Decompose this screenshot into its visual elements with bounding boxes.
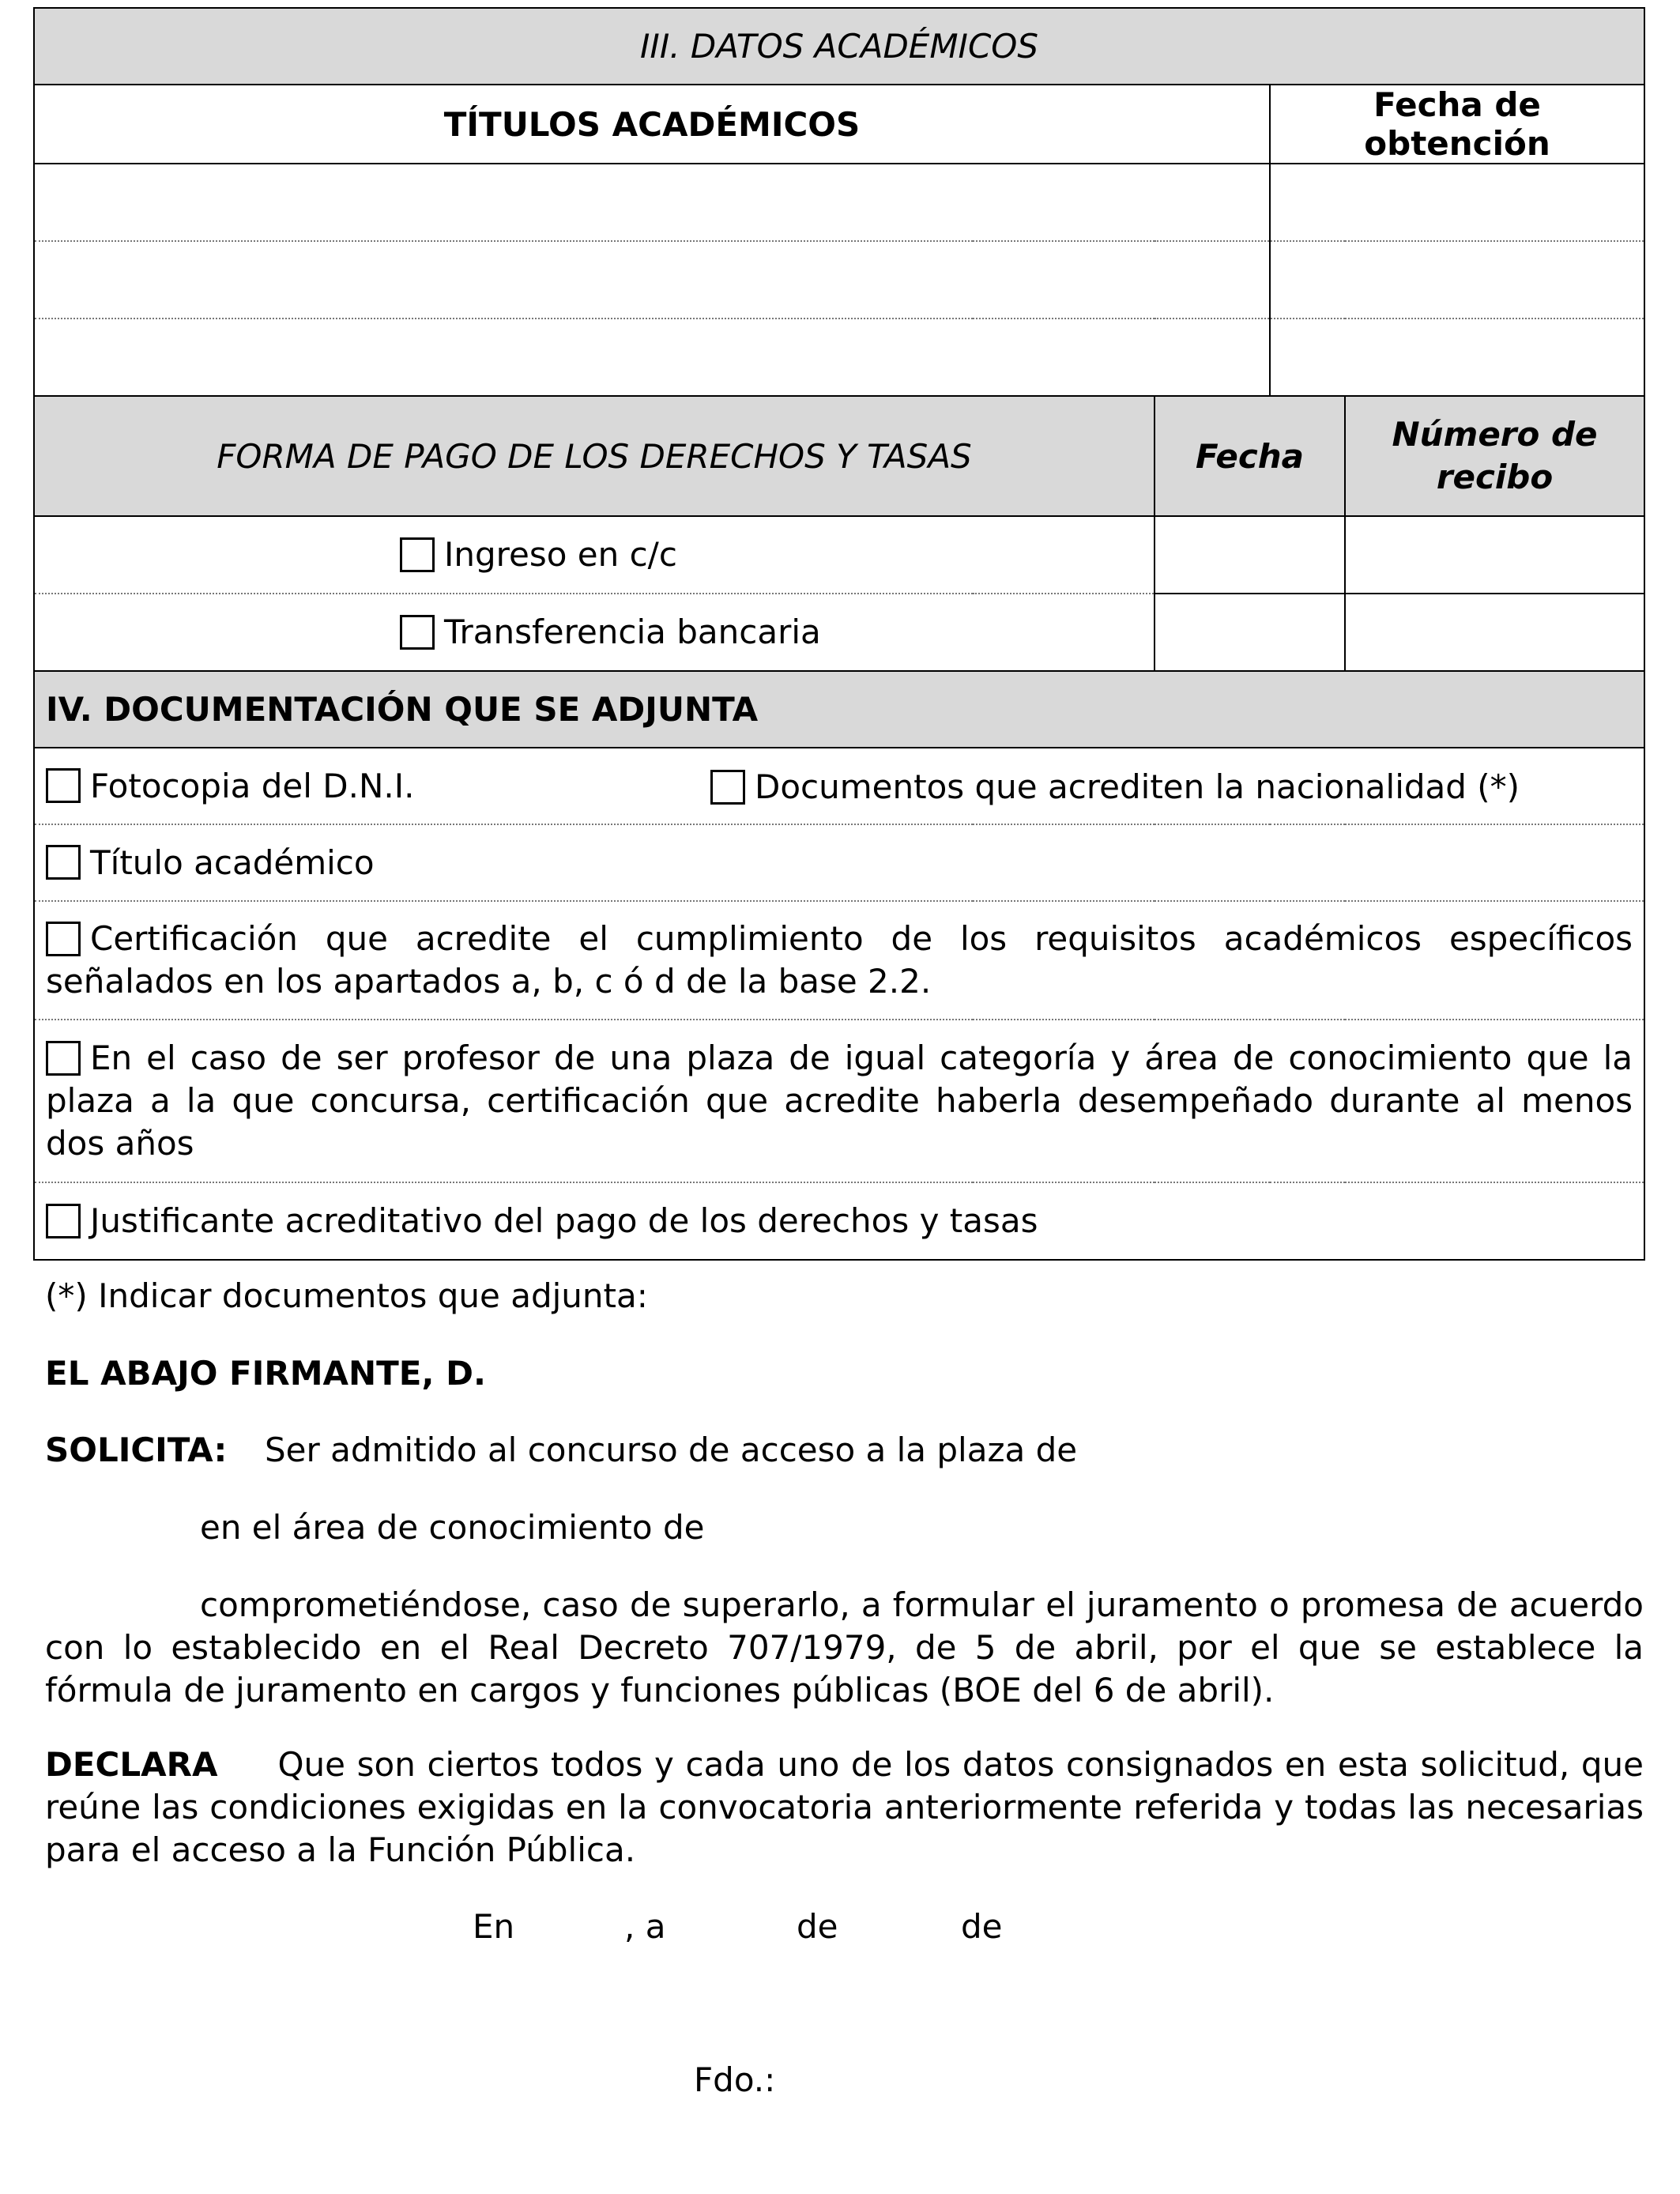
place-de-2: de xyxy=(961,1907,1003,1946)
date-entry-1[interactable] xyxy=(1270,164,1644,241)
column-header-date-obtained: Fecha de obtención xyxy=(1270,85,1644,164)
certification-checkbox[interactable] xyxy=(46,922,81,956)
nationality-label: Documentos que acrediten la nacionalidad (*) xyxy=(755,767,1520,806)
column-header-titles: TÍTULOS ACADÉMICOS xyxy=(34,85,1270,164)
nationality-checkbox[interactable] xyxy=(710,770,745,805)
declara-text: Que son ciertos todos y cada uno de los datos consignados en esta solicitud, que reúne las condiciones exigidas en la convocatoria anteriormente referida y todas las necesarias para el acceso a la Función Pública. xyxy=(45,1745,1644,1869)
transfer-checkbox[interactable] xyxy=(400,615,435,650)
signature-label: Fdo.: xyxy=(694,2060,776,2099)
dni-checkbox[interactable] xyxy=(46,768,81,803)
payment-heading: FORMA DE PAGO DE LOS DERECHOS Y TASAS xyxy=(34,396,1155,516)
declara-label: DECLARA xyxy=(45,1745,218,1784)
title-label: Título académico xyxy=(90,843,375,882)
transfer-label: Transferencia bancaria xyxy=(444,613,821,652)
place-date-line xyxy=(0,1906,1680,1953)
date-entry-3[interactable] xyxy=(1270,319,1644,396)
payment-date-deposit[interactable] xyxy=(1155,516,1345,594)
doc-row-teacher xyxy=(34,1020,1644,1182)
title-checkbox[interactable] xyxy=(46,845,81,880)
declara-paragraph xyxy=(45,1744,1644,1872)
title-entry-3[interactable] xyxy=(34,319,1270,396)
doc-row-dni-nationality xyxy=(34,748,1644,824)
place-de-1: de xyxy=(797,1907,838,1946)
teacher-label: En el caso de ser profesor de una plaza de igual categoría y área de conocimiento que la plaza a la que concursa, certificación que acredite haberla desempeñado durante al menos dos años xyxy=(46,1039,1633,1163)
application-form-table xyxy=(33,7,1645,1261)
section3-title: III. DATOS ACADÉMICOS xyxy=(34,8,1644,85)
commitment-paragraph xyxy=(45,1584,1644,1712)
place-en: En xyxy=(473,1907,515,1946)
date-entry-2[interactable] xyxy=(1270,241,1644,319)
payment-column-date: Fecha xyxy=(1155,396,1345,516)
area-text: en el área de conocimiento de xyxy=(200,1508,705,1547)
deposit-label: Ingreso en c/c xyxy=(444,535,677,575)
teacher-checkbox[interactable] xyxy=(46,1041,81,1076)
payment-receipt-transfer[interactable] xyxy=(1345,594,1644,671)
payment-date-transfer[interactable] xyxy=(1155,594,1345,671)
certification-label: Certificación que acredite el cumplimiento de los requisitos académicos específicos señalados en los apartados a, b, c ó d de la base 2.2. xyxy=(46,919,1633,1001)
nationality-option xyxy=(710,767,1520,807)
doc-row-certification xyxy=(34,901,1644,1020)
doc-row-payment-proof xyxy=(34,1182,1644,1260)
section4-title: IV. DOCUMENTACIÓN QUE SE ADJUNTA xyxy=(34,671,1644,748)
signer-label: EL ABAJO FIRMANTE, D. xyxy=(45,1354,486,1393)
payment-column-receipt: Número de recibo xyxy=(1345,396,1644,516)
payment-proof-checkbox[interactable] xyxy=(46,1204,81,1238)
payment-option-transfer xyxy=(34,594,1155,671)
solicita-line xyxy=(45,1429,1644,1472)
commitment-text: comprometiéndose, caso de superarlo, a formular el juramento o promesa de acuerdo con lo establecido en el Real Decreto 707/1979, de 5 de abril, por el que se establece la fórmula de juramento en cargos y funciones públicas (BOE del 6 de abril). xyxy=(45,1585,1644,1710)
payment-option-deposit xyxy=(34,516,1155,594)
deposit-checkbox[interactable] xyxy=(400,537,435,572)
solicita-text: Ser admitido al concurso de acceso a la plaza de xyxy=(265,1431,1078,1469)
title-entry-1[interactable] xyxy=(34,164,1270,241)
solicita-label: SOLICITA: xyxy=(45,1431,228,1469)
title-entry-2[interactable] xyxy=(34,241,1270,319)
dni-label: Fotocopia del D.N.I. xyxy=(90,766,415,805)
payment-receipt-deposit[interactable] xyxy=(1345,516,1644,594)
doc-row-title xyxy=(34,824,1644,901)
payment-proof-label: Justificante acreditativo del pago de los derechos y tasas xyxy=(90,1201,1038,1241)
place-a: , a xyxy=(624,1907,666,1946)
attached-docs-note: (*) Indicar documentos que adjunta: xyxy=(45,1276,648,1315)
